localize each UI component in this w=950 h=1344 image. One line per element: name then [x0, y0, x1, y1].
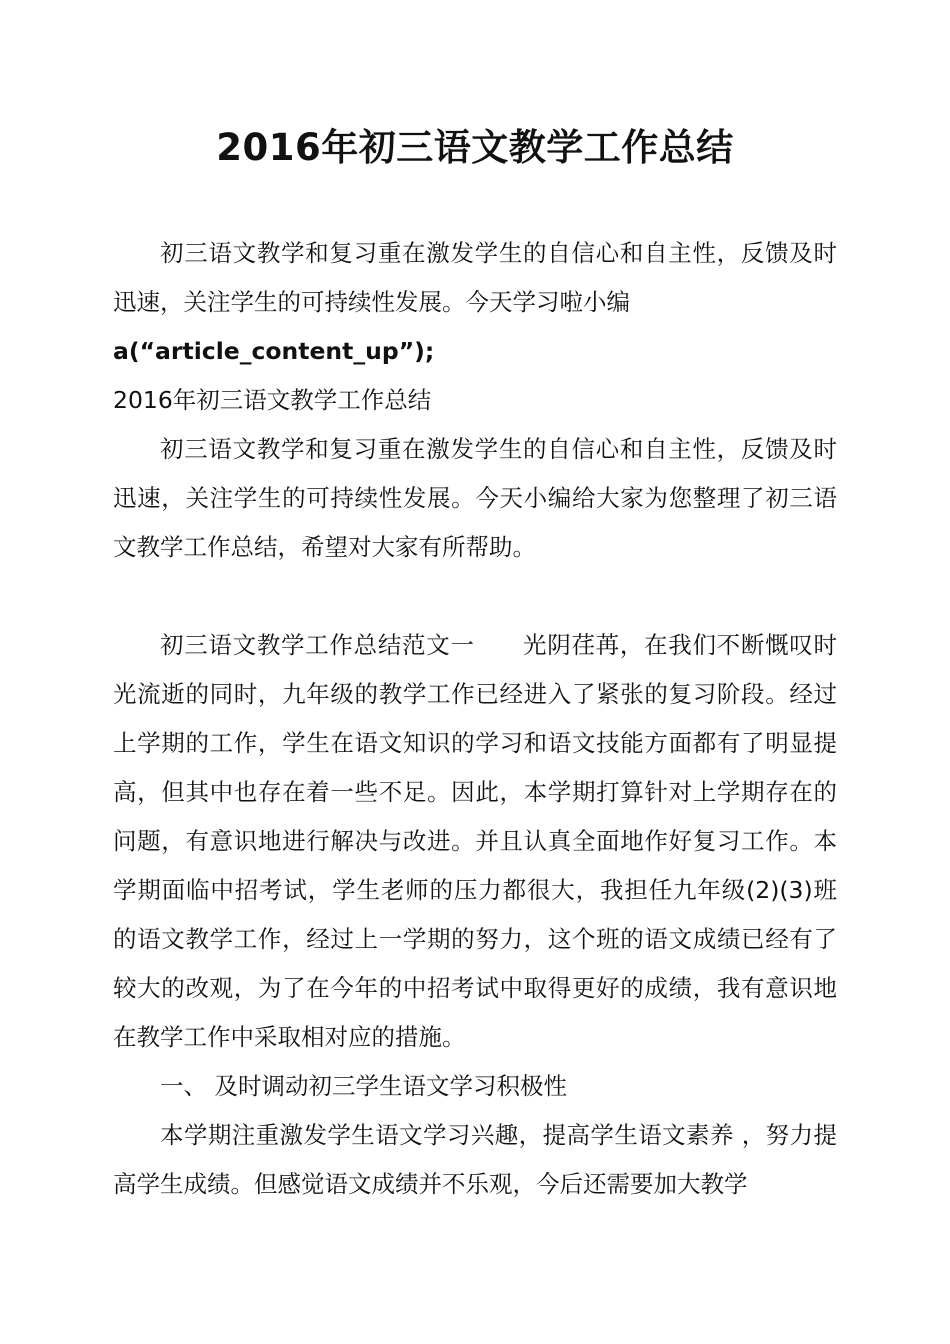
document-body	[113, 229, 837, 1209]
section-one-paragraph: 本学期注重激发学生语文学习兴趣，提高学生语文素养 ，努力提高学生成绩。但感觉语文成绩并不乐观，今后还需要加大教学	[113, 1121, 837, 1198]
intro-paragraph: 初三语文教学和复习重在激发学生的自信心和自主性，反馈及时迅速，关注学生的可持续性发展。今天学习啦小编	[113, 239, 837, 316]
document-title: 2016年初三语文教学工作总结	[216, 126, 734, 169]
section-heading-one: 一、 及时调动初三学生语文学习积极性	[160, 1072, 567, 1100]
paragraph-gap	[113, 572, 837, 621]
summary-paragraph: 初三语文教学和复习重在激发学生的自信心和自主性，反馈及时迅速，关注学生的可持续性发展。今天小编给大家为您整理了初三语文教学工作总结，希望对大家有所帮助。	[113, 435, 837, 561]
sample-one-paragraph: 初三语文教学工作总结范文一 光阴荏苒，在我们不断慨叹时光流逝的同时，九年级的教学工作已经进入了紧张的复习阶段。经过上学期的工作，学生在语文知识的学习和语文技能方面都有了明显提高，但其中也存在着一些不足。因此，本学期打算针对上学期存在的问题，有意识地进行解决与改进。并且认真全面地作好复习工作。本学期面临中招考试，学生老师的压力都很大，我担任九年级(2)(3)班的语文教学工作，经过上一学期的努力，这个班的语文成绩已经有了较大的改观，为了在今年的中招考试中取得更好的成绩，我有意识地在教学工作中采取相对应的措施。	[113, 631, 837, 1051]
subtitle-line: 2016年初三语文教学工作总结	[113, 386, 432, 414]
script-code-line: a(“article_content_up”);	[113, 337, 435, 365]
